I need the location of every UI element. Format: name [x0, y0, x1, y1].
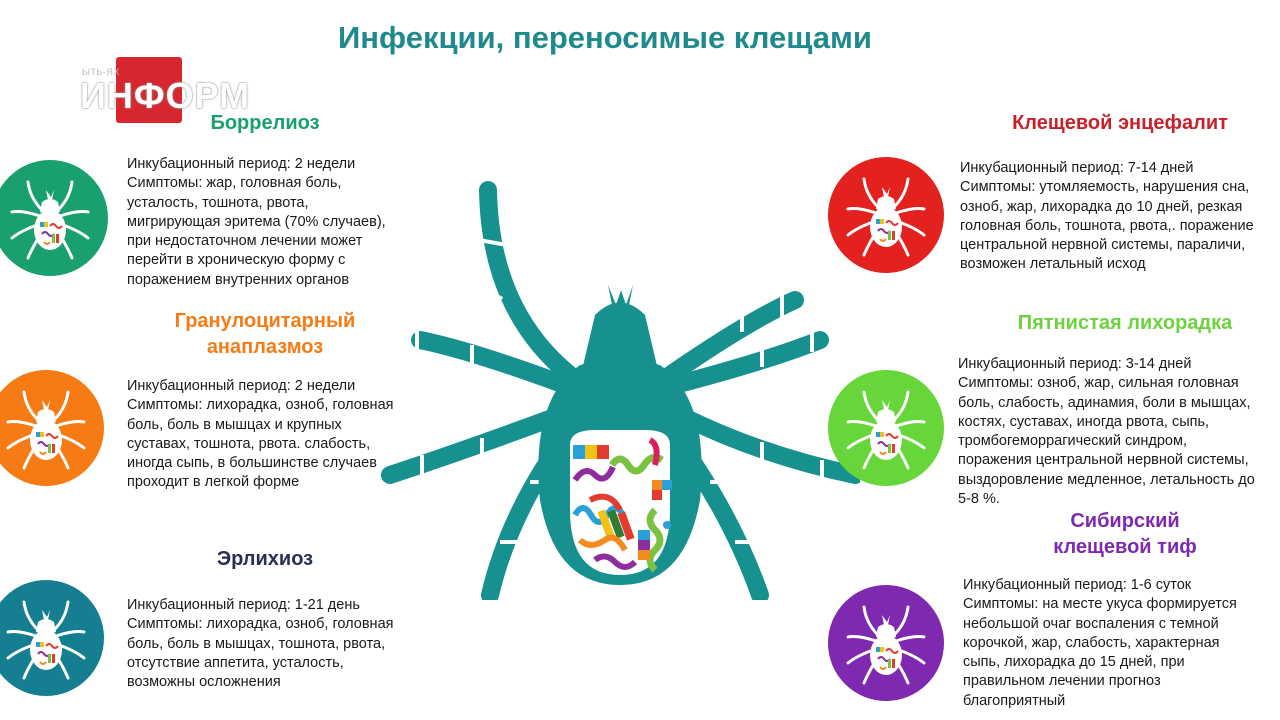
tick-icon — [828, 157, 944, 273]
page-title: Инфекции, переносимые клещами — [337, 20, 872, 55]
logo-small-text: ЫТЬ-ЯХ — [82, 67, 120, 77]
desc-anaplasmosis: Инкубационный период: 2 недели Симптомы: лихорадка, озноб, головная боль, боль в мышцах и крупных суставах, тошнота, рвота. слабость, иногда сыпь, в большинстве случаев проходит в легкой форме — [127, 378, 394, 491]
circle-spotted-fever — [828, 370, 944, 486]
desc-encephalitis: Инкубационный период: 7-14 дней Симптомы: утомляемость, нарушения сна, озноб, жар, лихорадка до 10 дней, резкая головная боль, тошнота, рвота,. поражение центральной нервной системы, параличи, возможен летальный исход — [960, 160, 1254, 273]
tick-icon — [0, 160, 108, 276]
circle-ehrlichiosis — [0, 580, 104, 696]
circle-anaplasmosis — [0, 370, 104, 486]
desc-ehrlichiosis: Инкубационный период: 1-21 день Симптомы: лихорадка, озноб, головная боль, боль в мышцах, тошнота, рвота, отсутствие аппетита, усталость, возможны осложнения — [127, 597, 394, 691]
desc-spotted-fever: Инкубационный период: 3-14 дней Симптомы: озноб, жар, сильная головная боль, слабость, адинамия, боли в мышцах, костях, суставах, иногда рвота, сыпь, тромбогеморрагический синдром, поражения центральной нервной системы, выздоровление медленное, летальность до 5-8 %. — [958, 356, 1255, 508]
heading-typhus: Сибирский клещевой тиф — [1053, 510, 1197, 558]
tick-icon — [828, 585, 944, 701]
central-tick-illustration — [380, 180, 860, 600]
circle-typhus — [828, 585, 944, 701]
tick-leg — [488, 190, 570, 375]
tick-icon — [0, 580, 104, 696]
circle-encephalitis — [828, 157, 944, 273]
tick-leg — [390, 415, 560, 475]
heading-ehrlichiosis: Эрлихиоз — [216, 548, 314, 570]
logo-big-text: ИНФОРМ — [80, 75, 251, 116]
desc-typhus: Инкубационный период: 1-6 суток Симптомы: на месте укуса формируется небольшой очаг воспаления с темной корочкой, жар, слабость, характерная сыпь, лихорадка до 15 дней, при правильном лечении прогноз благоприятный — [963, 577, 1237, 709]
tick-icon — [828, 370, 944, 486]
heading-spotted-fever: Пятнистая лихорадка — [1017, 312, 1233, 334]
tick-icon — [0, 370, 104, 486]
heading-borreliosis: Боррелиоз — [210, 112, 320, 134]
desc-borreliosis: Инкубационный период: 2 недели Симптомы: жар, головная боль, усталость, тошнота, рвота, мигрирующая эритема (70% случаев), при недостаточном лечении может перейти в хроническую форму с поражением внутренних органов — [127, 156, 386, 288]
circle-borreliosis — [0, 160, 108, 276]
heading-encephalitis: Клещевой энцефалит — [1012, 112, 1228, 134]
heading-anaplasmosis: Гранулоцитарный анаплазмоз — [174, 310, 356, 358]
